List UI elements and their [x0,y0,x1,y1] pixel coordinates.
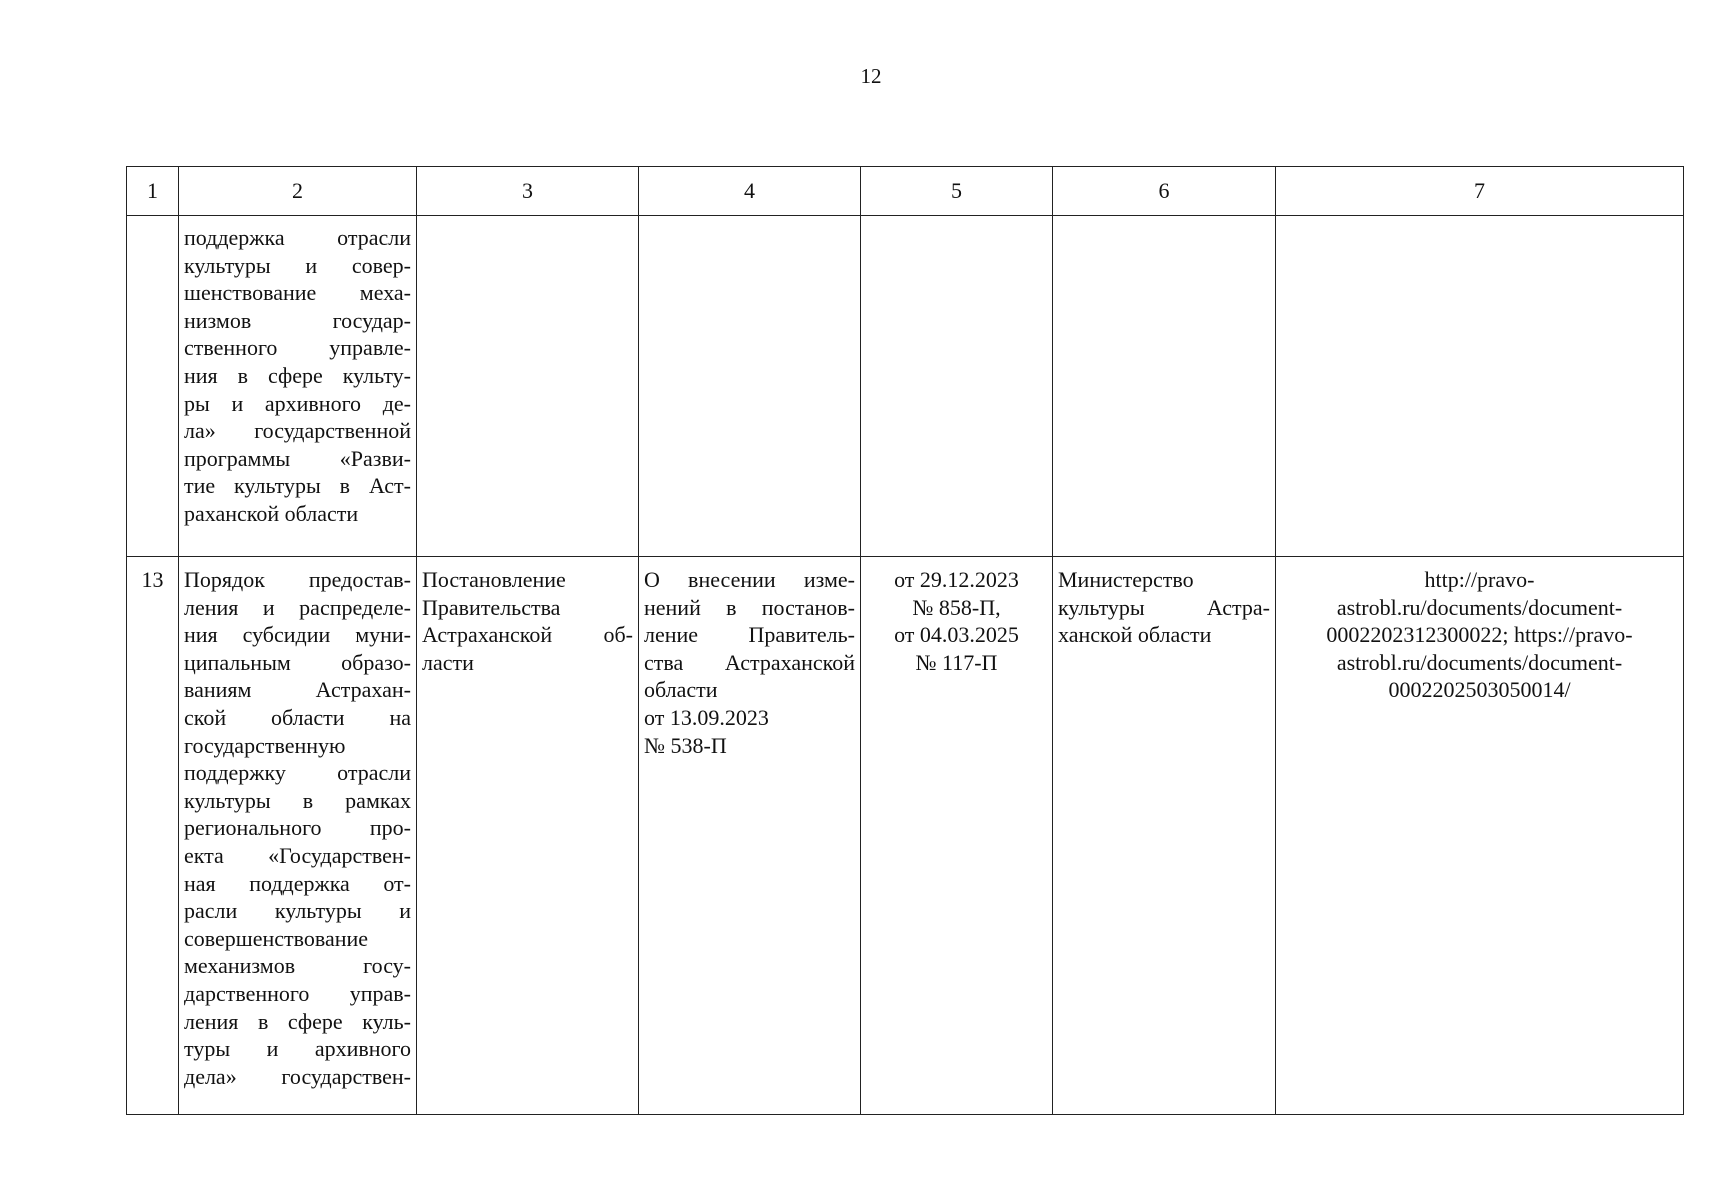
table-row-continuation [127,216,1684,557]
table-row-13 [127,557,1684,1115]
text-line: Постановление [422,567,566,592]
link-text-line[interactable]: astrobl.ru/documents/document- [1336,594,1623,620]
text-line: Правительства [422,594,561,620]
links-cell [1276,557,1684,1115]
text-line: № 538-П [644,732,727,758]
text-line: поддержка отрасли [184,225,411,250]
text-line: Министерство [1058,567,1194,592]
text-line: № 117-П [915,649,998,675]
header-cell-5: 5 [861,167,1053,216]
text-line: от 29.12.2023 [894,567,1019,592]
row-number-cell: 13 [127,557,179,1115]
text-line: О внесении изме- [644,567,855,592]
text-line: низмов государ- [184,307,411,333]
text-line: государственную [184,732,346,758]
header-cell-6: 6 [1053,167,1276,216]
text-line: ваниям Астрахан- [184,677,411,703]
text-line: расли культуры и [184,898,411,924]
responsible-body-cell [1053,557,1276,1115]
text-line: Порядок предостав- [184,567,411,592]
text-line: ления и распределе- [184,594,411,620]
header-cell-7: 7 [1276,167,1684,216]
empty-cell [639,216,861,557]
document-type-cell [417,557,639,1115]
text-line: Астраханской об- [422,622,633,648]
text-line: области [644,677,718,703]
text-line: дарственного управ- [184,980,411,1006]
page-number: 12 [860,64,882,88]
text-line: от 04.03.2025 [894,622,1019,648]
row-number-cell [127,216,179,557]
link-text-line[interactable]: 0002202503050014/ [1388,677,1571,703]
link-text-line[interactable]: 0002202312300022; https://pravo- [1326,622,1633,648]
text-line: ния в сфере культу- [184,362,411,388]
text-line: ской области на [184,704,411,730]
amendment-dates-cell [861,557,1053,1115]
text-line: механизмов госу- [184,953,411,979]
text-line: поддержку отрасли [184,760,411,786]
text-line: ная поддержка от- [184,870,411,896]
text-line: № 858-П, [912,594,1001,620]
header-row [127,167,1684,216]
text-line: программы «Разви- [184,445,411,471]
empty-cell [861,216,1053,557]
text-line: туры и архивного [184,1036,411,1062]
text-line: культуры Астра- [1058,594,1270,620]
empty-cell [1276,216,1684,557]
text-line: культуры в рамках [184,787,411,813]
text-line: екта «Государствен- [184,842,411,868]
registry-table [126,166,1684,1115]
text-line: ласти [422,649,474,675]
text-line: ципальным образо- [184,649,411,675]
header-cell-4: 4 [639,167,861,216]
empty-cell [417,216,639,557]
text-line: нений в постанов- [644,594,855,620]
header-cell-1: 1 [127,167,179,216]
text-line: дела» государствен- [184,1063,411,1089]
text-line: регионального про- [184,815,411,841]
text-line: ханской области [1058,622,1212,648]
text-line: ства Астраханской [644,649,855,675]
text-line: тие культуры в Аст- [184,473,411,499]
text-line: совершенствование [184,925,369,951]
header-cell-3: 3 [417,167,639,216]
text-line: ления в сфере куль- [184,1008,411,1034]
document-name-cell [179,557,417,1115]
text-line: ственного управле- [184,335,411,361]
text-line: от 13.09.2023 [644,704,769,730]
text-line: ление Правитель- [644,622,855,648]
link-text-line[interactable]: astrobl.ru/documents/document- [1336,649,1623,675]
text-line: раханской области [184,500,359,526]
empty-cell [1053,216,1276,557]
link-text-line[interactable]: http://pravo- [1424,567,1535,592]
text-line: культуры и совер- [184,252,411,278]
amendment-title-cell [639,557,861,1115]
text-line: ла» государственной [184,418,411,444]
document-name-cell [179,216,417,557]
text-line: ния субсидии муни- [184,622,411,648]
text-line: ры и архивного де- [184,390,411,416]
header-cell-2: 2 [179,167,417,216]
text-line: шенствование меха- [184,280,411,306]
